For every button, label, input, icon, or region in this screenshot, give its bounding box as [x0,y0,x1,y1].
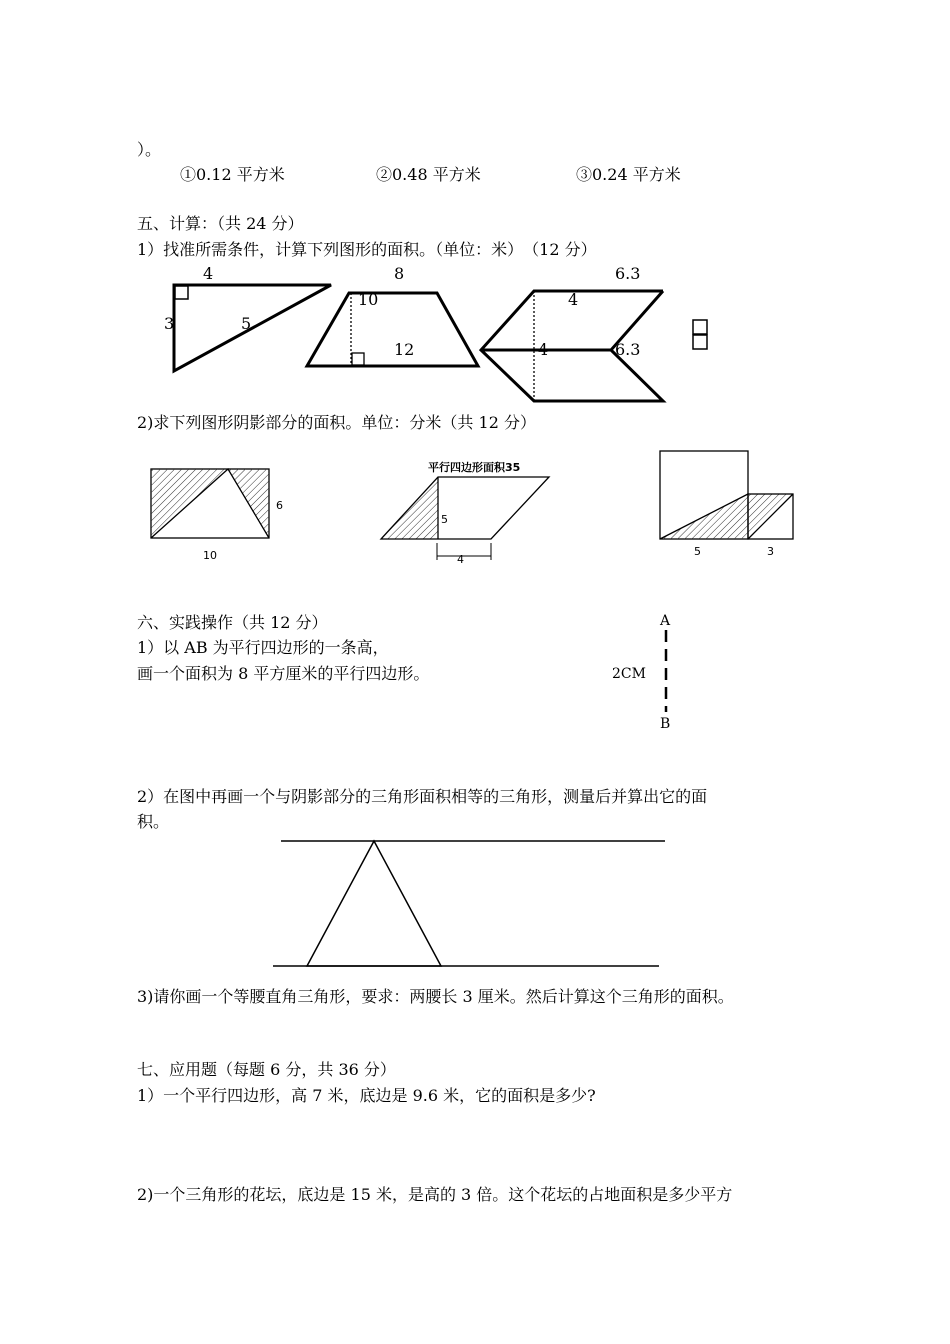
para-label-c: 6.3 [615,340,641,359]
question-tail: ）。 [137,140,162,159]
small-box-bottom [693,335,707,349]
fig3-label-a: 5 [694,545,701,558]
small-box-top [693,320,707,334]
fig1-label-h: 6 [276,499,283,512]
tri-label-c: 5 [241,314,252,333]
section-6-q1a: 1）以 AB 为平行四边形的一条高， [137,638,389,657]
option-1: ①0.12 平方米 [180,165,285,184]
fig2-label-b: 4 [457,553,464,566]
point-b-label: B [660,716,671,732]
trap-label-bottom: 12 [394,340,415,359]
section-5-q1: 1）找准所需条件，计算下列图形的面积。（单位：米） （12 分） [137,240,597,259]
section-6-q2b: 积。 [137,812,170,831]
tri-label-a: 4 [203,264,214,283]
fig2-title: 平行四边形面积35 [428,461,521,474]
trap-label-top: 8 [394,264,405,283]
option-2: ②0.48 平方米 [376,165,481,184]
trapezoid-right-angle-mark [352,353,364,365]
section-6-heading: 六、实践操作（共 12 分） [137,613,328,632]
length-label: 2CM [612,666,646,682]
fig2-label-h: 5 [441,513,448,526]
para-label-b: 4 [538,340,549,359]
fig3-label-b: 3 [767,545,774,558]
fig1-label-w: 10 [203,549,217,562]
point-a-label: A [660,613,671,629]
tri-label-b: 3 [164,314,175,333]
trap-label-h: 10 [358,290,379,309]
fig3-shade [660,494,793,539]
section-5-heading: 五、计算：（共 24 分） [137,214,304,233]
trapezoid [307,293,478,366]
para-label-a: 4 [568,290,579,309]
shaded-triangle [307,841,441,966]
section-7-q1: 1）一个平行四边形，高 7 米，底边是 9.6 米，它的面积是多少? [137,1086,596,1105]
right-triangle [174,285,331,371]
section-6-q2a: 2）在图中再画一个与阴影部分的三角形面积相等的三角形，测量后并算出它的面 [137,787,708,806]
section-6-q3: 3)请你画一个等腰直角三角形，要求：两腰长 3 厘米。然后计算这个三角形的面积。 [137,987,734,1006]
section-7-heading: 七、应用题（每题 6 分，共 36 分） [137,1060,396,1079]
section-5-q2: 2)求下列图形阴影部分的面积。单位：分米（共 12 分） [137,413,536,432]
section-7-q2: 2)一个三角形的花坛，底边是 15 米，是高的 3 倍。这个花坛的占地面积是多少平方 [137,1185,733,1204]
para-label-top: 6.3 [615,264,641,283]
option-3: ③0.24 平方米 [576,165,681,184]
right-angle-mark [175,286,188,299]
section-6-q1b: 画一个面积为 8 平方厘米的平行四边形。 [137,664,430,683]
